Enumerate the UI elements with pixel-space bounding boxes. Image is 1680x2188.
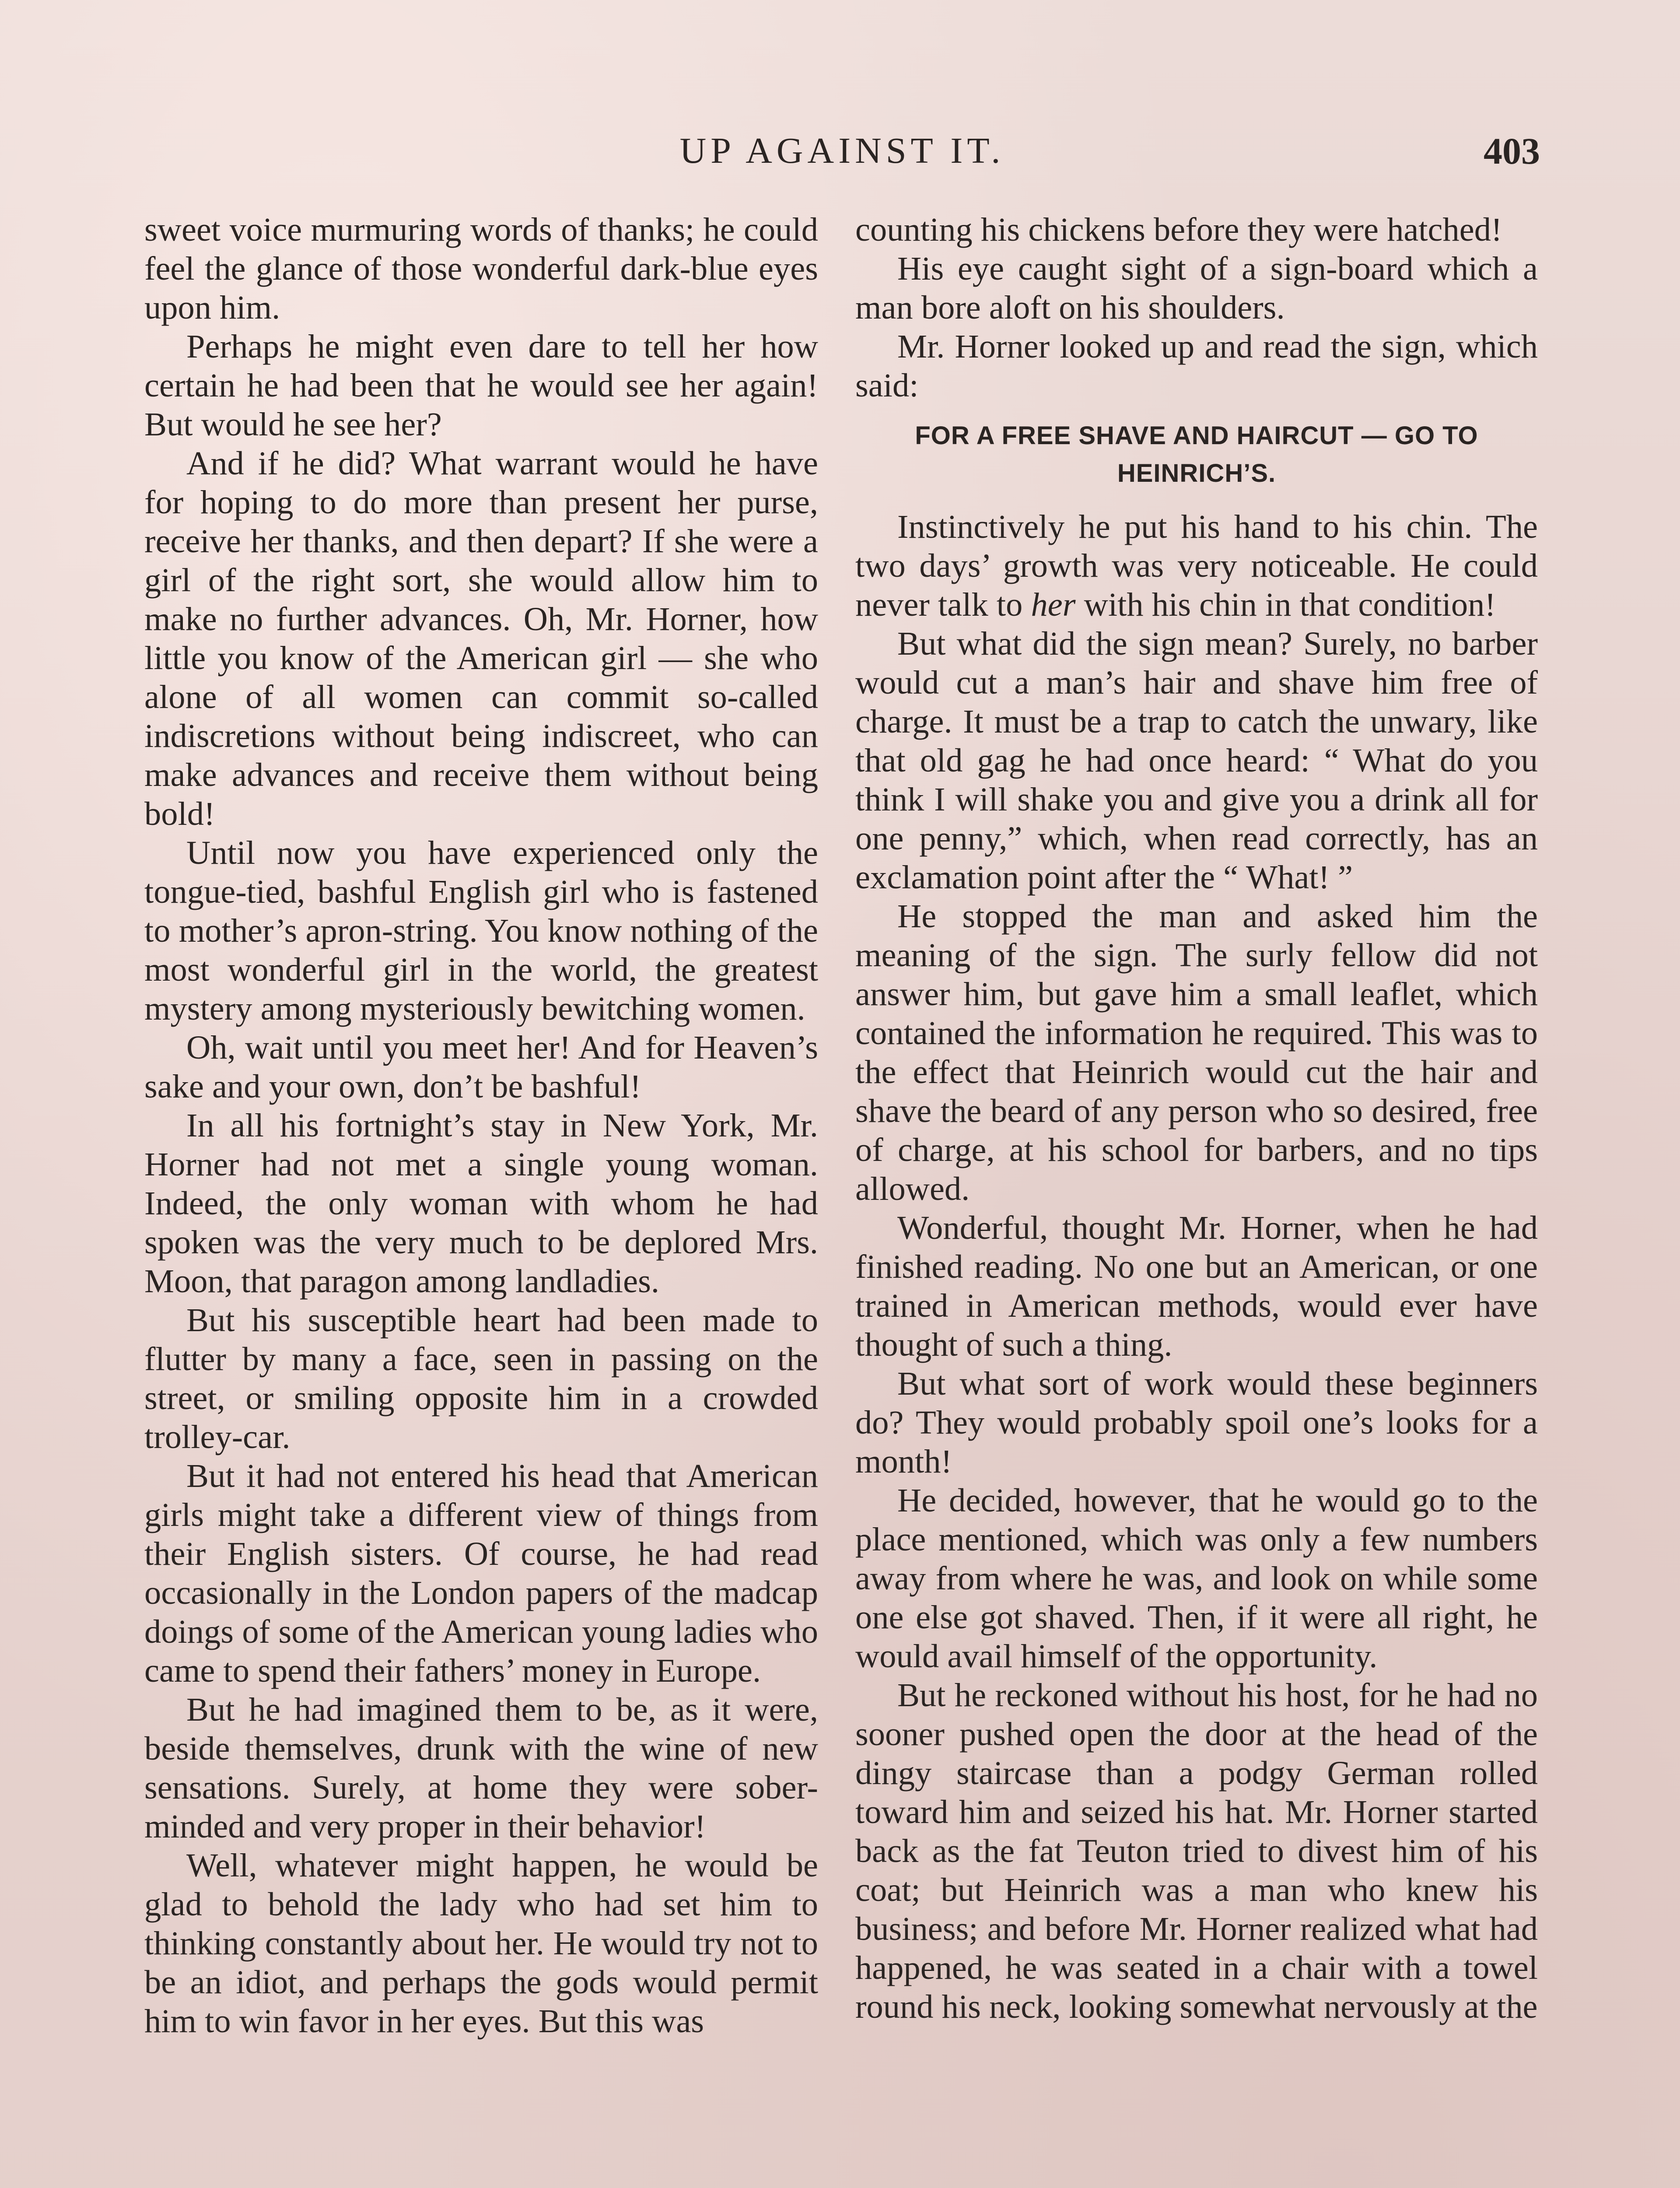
paragraph-text: Instinctively he put his hand to his chin. The two days’ growth was very noticeable. He could never talk to xyxy=(855,508,1538,623)
paragraph: But he had imagined them to be, as it were, beside themselves, drunk with the wine of new sensations. Surely, at home they were sober-minded and very proper in their behavior! xyxy=(144,1691,818,1845)
right-column xyxy=(855,210,1538,2026)
page-number: 403 xyxy=(1484,130,1540,172)
paragraph: But he reckoned without his host, for he had no sooner pushed open the door at the head of the dingy staircase than a podgy German rolled toward him and seized his hat. Mr. Horner started back as the fat Teuton tried to divest him of his coat; but Heinrich was a man who knew his business; and before Mr. Horner realized what had happened, he was seated in a chair with a towel round his neck, looking somewhat nervously at the xyxy=(855,1676,1538,2025)
left-column xyxy=(144,210,818,2041)
paragraph: Perhaps he might even dare to tell her how certain he had been that he would see her again! But would he see her? xyxy=(144,328,818,443)
paragraph: In all his fortnight’s stay in New York, Mr. Horner had not met a single young woman. Indeed, the only woman with whom he had spoken was the very much to be deplored Mrs. Moon, that paragon among landladies. xyxy=(144,1107,818,1300)
emphasized-word: her xyxy=(1031,586,1076,623)
paragraph: Mr. Horner looked up and read the sign, which said: xyxy=(855,328,1538,404)
paragraph: counting his chickens before they were hatched! xyxy=(855,211,1502,248)
paragraph: sweet voice murmuring words of thanks; he could feel the glance of those wonderful dark-blue eyes upon him. xyxy=(144,211,818,326)
paragraph: Oh, wait until you meet her! And for Heaven’s sake and your own, don’t be bashful! xyxy=(144,1029,818,1105)
paragraph xyxy=(855,507,1538,624)
paragraph: He stopped the man and asked him the meaning of the sign. The surly fellow did not answer him, but gave him a small leaflet, which contained the information he required. This was to the effect that Heinrich would cut the hair and shave the beard of any person who so desired, free of charge, at his school for barbers, and no tips allowed. xyxy=(855,898,1538,1207)
paragraph: But his susceptible heart had been made to flutter by many a face, seen in passing on the street, or smiling opposite him in a crowded trolley-car. xyxy=(144,1301,818,1455)
running-title: UP AGAINST IT. xyxy=(679,130,1005,171)
paragraph: He decided, however, that he would go to the place mentioned, which was only a few numbers away from where he was, and look on while some one else got shaved. Then, if it were all right, he would avail himself of the opportunity. xyxy=(855,1482,1538,1675)
paragraph: But what did the sign mean? Surely, no barber would cut a man’s hair and shave him free of charge. It must be a trap to catch the unwary, like that old gag he had once heard: “ What do you think I will shake you and give you a drink all for one penny,” which, when read correctly, has an exclamation point after the “ What! ” xyxy=(855,625,1538,896)
paragraph: But it had not entered his head that American girls might take a different view of things from their English sisters. Of course, he had read occasionally in the London papers of the madcap doings of some of the American young ladies who came to spend their fathers’ money in Europe. xyxy=(144,1457,818,1689)
sign-board-text: FOR A FREE SHAVE AND HAIRCUT — GO TO HEINRICH’S. xyxy=(915,421,1478,487)
paragraph: Well, whatever might happen, he would be glad to behold the lady who had set him to thinking constantly about her. He would try not to be an idiot, and perhaps the gods would permit him to win favor in her eyes. But this was xyxy=(144,1847,818,2040)
running-head xyxy=(144,127,1540,175)
paragraph: And if he did? What warrant would he have for hoping to do more than present her purse, receive her thanks, and then depart? If she were a girl of the right sort, she would allow him to make no further advances. Oh, Mr. Horner, how little you know of the American girl — she who alone of all women can commit so-called indiscretions without being indiscreet, who can make advances and receive them without being bold! xyxy=(144,445,818,832)
paragraph-text: with his chin in that condition! xyxy=(1075,586,1496,623)
paragraph: Until now you have experienced only the tongue-tied, bashful English girl who is fastened to mother’s apron-string. You know nothing of the most wonderful girl in the world, the greatest mystery among mysteriously bewitching women. xyxy=(144,834,818,1027)
paragraph: But what sort of work would these beginners do? They would probably spoil one’s looks for a month! xyxy=(855,1365,1538,1480)
paragraph: His eye caught sight of a sign-board which a man bore aloft on his shoulders. xyxy=(855,250,1538,326)
paragraph: Wonderful, thought Mr. Horner, when he had finished reading. No one but an American, or one trained in American methods, would ever have thought of such a thing. xyxy=(855,1209,1538,1363)
